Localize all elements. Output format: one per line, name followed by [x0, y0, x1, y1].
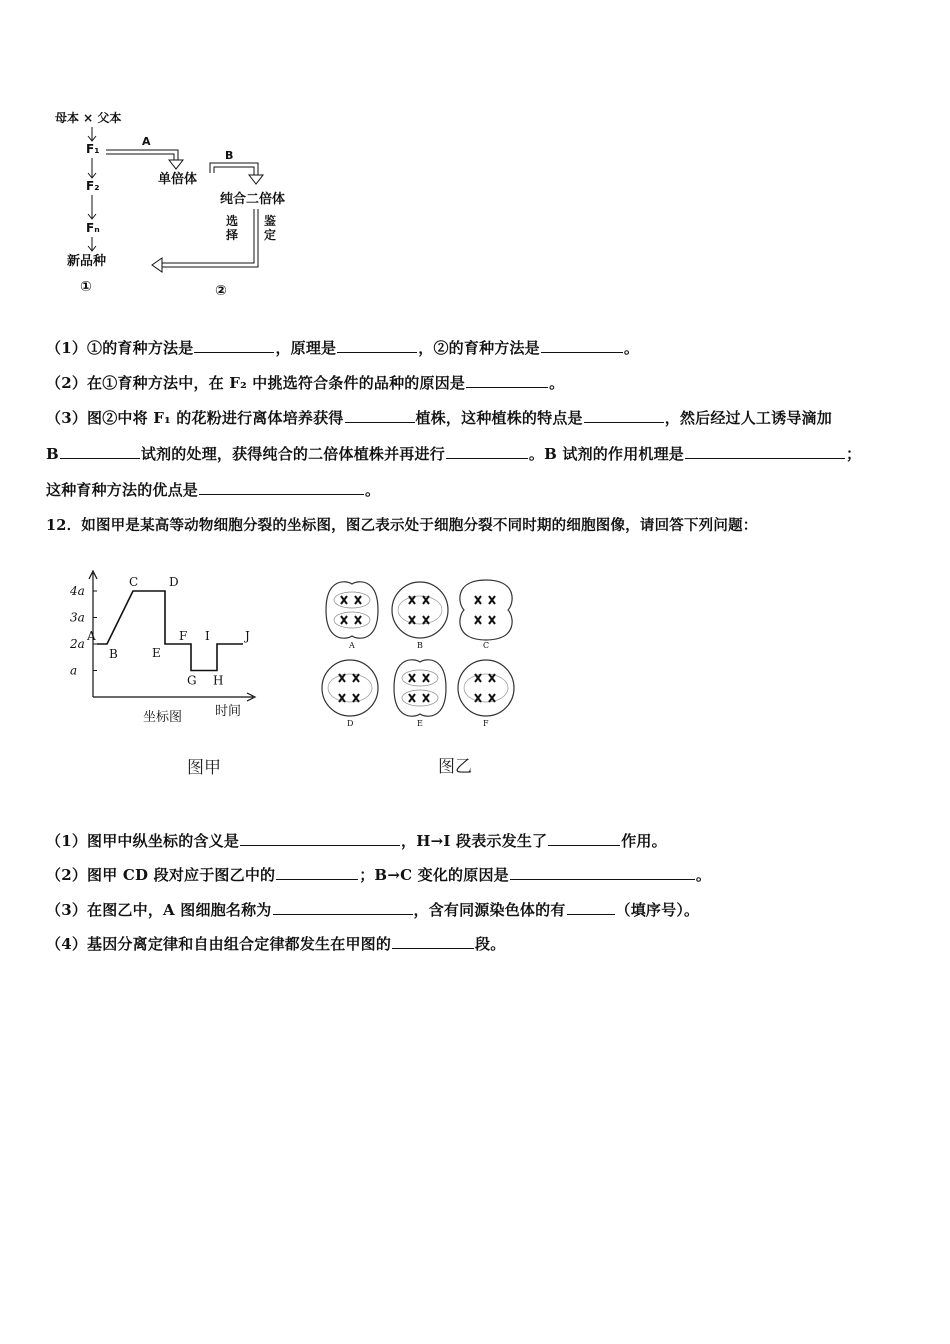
answer-blank[interactable] — [240, 831, 400, 846]
select-char-2: 择 — [226, 228, 239, 242]
point-label: I — [205, 629, 210, 643]
chromosome — [423, 674, 429, 682]
chromosome — [423, 596, 429, 604]
new-variety-label: 新品种 — [67, 254, 107, 269]
answer-blank[interactable] — [392, 934, 474, 949]
x-axis-label: 时间 — [215, 704, 242, 719]
cell-membrane — [322, 660, 378, 716]
method-1-marker: ① — [80, 279, 92, 295]
identify-char-2: 定 — [264, 228, 277, 242]
chromosome — [489, 694, 495, 702]
answer-blank[interactable] — [337, 338, 417, 353]
cell-membrane — [326, 582, 378, 638]
cell-image — [458, 660, 514, 728]
cell-image — [322, 660, 378, 728]
q11-part3: （3）图②中将 F₁ 的花粉进行离体培养获得 植株，这种植株的特点是 ，然后经过人工诱导滴加 — [46, 409, 832, 427]
chromosome — [355, 616, 361, 624]
fn-label: Fₙ — [86, 221, 100, 235]
spindle — [328, 674, 372, 702]
answer-blank[interactable] — [276, 865, 358, 880]
spindle — [398, 596, 442, 624]
cell-label: C — [483, 641, 490, 650]
answer-blank[interactable] — [685, 444, 845, 459]
spindle — [334, 612, 370, 628]
chromosome — [341, 616, 347, 624]
answer-blank[interactable] — [273, 900, 413, 915]
q11-part3-end: 这种育种方法的优点是 。 — [46, 481, 381, 499]
answer-blank[interactable] — [345, 408, 415, 423]
y-tick-label: 2a — [70, 637, 85, 651]
parents-label: 母本 × 父本 — [55, 111, 122, 125]
arrow-b-label: B — [225, 149, 234, 162]
y-tick-label: 4a — [70, 584, 85, 598]
point-label: H — [213, 673, 224, 688]
q12-part2: （2）图甲 CD 段对应于图乙中的 ；B→C 变化的原因是 。 — [46, 866, 712, 884]
f1-label: F₁ — [86, 142, 100, 156]
chromosome — [489, 596, 495, 604]
chromosome — [355, 596, 361, 604]
cell-image — [460, 580, 512, 650]
cell-label: B — [417, 641, 423, 650]
q11-part1: （1）①的育种方法是 ，原理是 ，②的育种方法是 。 — [46, 339, 640, 357]
chart-subtitle: 坐标图 — [143, 710, 183, 725]
cell-label: F — [483, 719, 489, 728]
cell-label: D — [347, 719, 354, 728]
point-label: C — [129, 575, 139, 589]
arrow-a-label: A — [142, 135, 151, 148]
chromosome — [423, 694, 429, 702]
answer-blank[interactable] — [541, 338, 623, 353]
figure-yi-cells — [320, 570, 530, 785]
q12-stem: 12．如图甲是某高等动物细胞分裂的坐标图，图乙表示处于细胞分裂不同时期的细胞图像，请回答下列问题： — [46, 517, 758, 534]
answer-blank[interactable] — [584, 408, 664, 423]
cell-membrane — [460, 580, 512, 640]
q11-part3-cont: B 试剂的处理，获得纯合的二倍体植株并再进行 。B 试剂的作用机理是 ； — [46, 445, 862, 463]
chromosome — [475, 596, 481, 604]
answer-blank[interactable] — [60, 444, 140, 459]
figure-jia-caption: 图甲 — [187, 758, 221, 778]
chromosome — [409, 694, 415, 702]
cell-membrane — [458, 660, 514, 716]
cell-image — [392, 582, 448, 650]
breeding-diagram — [50, 105, 310, 310]
point-label: F — [179, 629, 188, 643]
answer-blank[interactable] — [194, 338, 274, 353]
answer-blank[interactable] — [548, 831, 620, 846]
q12-part1: （1）图甲中纵坐标的含义是 ，H→I 段表示发生了 作用。 — [46, 832, 667, 850]
answer-blank[interactable] — [510, 865, 695, 880]
point-label: A — [87, 629, 96, 643]
spindle — [402, 690, 438, 706]
cell-membrane — [394, 660, 446, 716]
f2-label: F₂ — [86, 179, 100, 193]
spindle — [334, 592, 370, 608]
point-label: J — [245, 629, 250, 643]
pure-diploid-label: 纯合二倍体 — [220, 192, 286, 207]
answer-blank[interactable] — [567, 900, 615, 915]
haploid-label: 单倍体 — [158, 172, 198, 187]
chromosome — [475, 616, 481, 624]
point-label: E — [152, 646, 161, 660]
chromosome — [423, 616, 429, 624]
chromosome — [353, 674, 359, 682]
figure-jia-chart — [65, 565, 265, 785]
cell-membrane — [392, 582, 448, 638]
q11-part2: （2）在①育种方法中，在 F₂ 中挑选符合条件的品种的原因是 。 — [46, 374, 565, 392]
chromosome — [353, 694, 359, 702]
q12-part3: （3）在图乙中，A 图细胞名称为 ，含有同源染色体的有 （填序号）。 — [46, 901, 700, 919]
method-2-marker: ② — [215, 283, 227, 299]
answer-blank[interactable] — [446, 444, 528, 459]
spindle — [402, 670, 438, 686]
figure-yi-caption: 图乙 — [438, 757, 472, 777]
chromosome — [489, 674, 495, 682]
point-label: G — [187, 673, 197, 688]
series-line — [97, 591, 243, 671]
y-tick-label: 3a — [70, 610, 85, 625]
y-tick-label: a — [70, 663, 78, 678]
answer-blank[interactable] — [199, 480, 364, 495]
cell-image — [326, 582, 378, 650]
chromosome — [409, 674, 415, 682]
point-label: D — [169, 575, 179, 589]
q12-part4: （4）基因分离定律和自由组合定律都发生在甲图的 段。 — [46, 935, 506, 953]
chromosome — [341, 596, 347, 604]
cell-image — [394, 660, 446, 728]
cell-label: E — [417, 719, 423, 728]
select-char-1: 选 — [226, 214, 239, 228]
spindle — [464, 674, 508, 702]
answer-blank[interactable] — [466, 373, 548, 388]
identify-char-1: 鉴 — [264, 214, 277, 228]
cell-label: A — [349, 641, 355, 650]
point-label: B — [109, 647, 118, 661]
chromosome — [489, 616, 495, 624]
